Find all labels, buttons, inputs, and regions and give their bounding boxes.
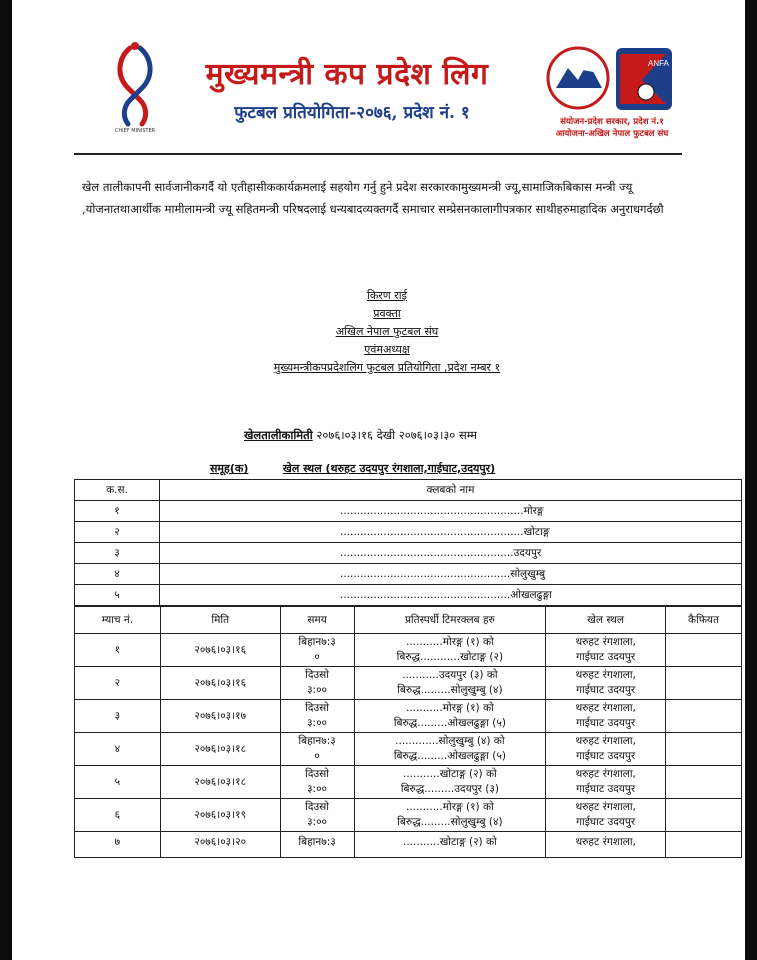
table-row	[75, 522, 742, 543]
match-remark	[666, 799, 742, 832]
clubs-header-row	[75, 480, 742, 501]
match-venue: थरुहट रंगशाला, गाईघाट उदयपुर	[546, 667, 666, 700]
letterhead	[12, 0, 745, 160]
match-date: २०७६।०३।१८	[160, 733, 280, 766]
table-row	[75, 733, 742, 766]
table-row	[75, 766, 742, 799]
match-date: २०७६।०३।१६	[160, 667, 280, 700]
schedule-dates	[244, 428, 477, 443]
signatory-name: किरण राई	[367, 289, 407, 302]
signatory-org: अखिल नेपाल फुटबल संघ	[335, 325, 439, 338]
club-sn: ५	[75, 585, 160, 606]
intro-paragraph: खेल तालीकापनी सार्वजानीकगर्दै यो एतीहासीककार्यक्रमलाई सहयोग गर्नु हुने प्रदेश सरकारकामुख्यमन्त्री ज्यू,सामाजिकबिकास मन्त्री ज्यू ,योजनातथाआर्थीक मामीलामन्त्री ज्यू सहितमन्त्री परिषदलाई धन्यबादव्यक्तगर्दै समाचार सम्प्रेसनकालागीपत्रकार साथीहरुमाहादिक अनुराधगर्दछौ	[82, 180, 664, 216]
club-sn: ४	[75, 564, 160, 585]
match-time: दिउसो ३:००	[280, 766, 354, 799]
match-remark	[666, 733, 742, 766]
signatory-committee: मुख्यमन्त्रीकपप्रदेशलिग फुटबल प्रतियोगिता ,प्रदेश नम्बर १	[273, 361, 501, 374]
group-heading	[210, 461, 495, 476]
match-teams: .............सोलुखुम्बु (४) को बिरुद्ध.........ओखलढुङ्गा (५)	[354, 733, 546, 766]
chief-minister-cup-logo	[100, 36, 170, 136]
match-teams: ...........मोरङ्ग (१) को बिरुद्ध.........सोलुखुम्बु (४)	[354, 799, 546, 832]
match-remark	[666, 832, 742, 858]
clubs-header-name: क्लबको नाम	[160, 480, 742, 501]
match-date: २०७६।०३।१७	[160, 700, 280, 733]
signatory-conj: एवंमअध्यक्ष	[364, 343, 410, 356]
group-name: समूह(क)	[210, 462, 249, 475]
club-name: .......................................................खोटाङ्ग	[160, 522, 742, 543]
match-venue: थरुहट रंगशाला, गाईघाट उदयपुर	[546, 766, 666, 799]
header-teams: प्रतिस्पर्धी टिमरक्लब हरु	[354, 607, 546, 634]
table-row	[75, 543, 742, 564]
match-time: बिहान७:३ ०	[280, 733, 354, 766]
table-row	[75, 667, 742, 700]
header-remarks: कैफियत	[666, 607, 742, 634]
group-venue: खेल स्थल (थरुहट उदयपुर रंगशाला,गाईघाट,उदयपुर)	[282, 462, 496, 475]
club-sn: २	[75, 522, 160, 543]
header-match-no: म्याच नं.	[75, 607, 161, 634]
match-no: ४	[75, 733, 161, 766]
match-venue: थरुहट रंगशाला, गाईघाट उदयपुर	[546, 700, 666, 733]
clubs-header-sn: क.स.	[75, 480, 160, 501]
match-remark	[666, 766, 742, 799]
anfa-text: ANFA	[648, 59, 669, 68]
match-date: २०७६।०३।१९	[160, 799, 280, 832]
header-venue: खेल स्थल	[546, 607, 666, 634]
club-sn: १	[75, 501, 160, 522]
match-remark	[666, 700, 742, 733]
match-time: बिहान७:३	[280, 832, 354, 858]
table-row	[75, 501, 742, 522]
club-sn: ३	[75, 543, 160, 564]
match-remark	[666, 634, 742, 667]
match-no: ५	[75, 766, 161, 799]
table-row	[75, 700, 742, 733]
match-no: ६	[75, 799, 161, 832]
match-remark	[666, 667, 742, 700]
signatory-role: प्रवक्ता	[373, 307, 401, 320]
header-divider	[74, 153, 682, 155]
signature-block	[192, 287, 582, 377]
page-subtitle: फुटबल प्रतियोगिता-२०७६, प्रदेश नं. १	[234, 103, 470, 123]
match-venue: थरुहट रंगशाला,	[546, 832, 666, 858]
match-venue: थरुहट रंगशाला, गाईघाट उदयपुर	[546, 799, 666, 832]
match-time: बिहान७:३ ०	[280, 634, 354, 667]
club-name: ...................................................ओखलढुङ्गा	[160, 585, 742, 606]
header-date: मिति	[160, 607, 280, 634]
match-venue: थरुहट रंगशाला, गाईघाट उदयपुर	[546, 634, 666, 667]
match-no: १	[75, 634, 161, 667]
match-date: २०७६।०३।२०	[160, 832, 280, 858]
match-time: दिउसो ३:००	[280, 700, 354, 733]
match-teams: ...........खोटाङ्ग (२) को	[354, 832, 546, 858]
match-time: दिउसो ३:००	[280, 799, 354, 832]
schedule-label: खेलतालीकामिती	[244, 428, 313, 442]
match-teams: ...........खोटाङ्ग (२) को बिरुद्ध.........उदयपुर (३)	[354, 766, 546, 799]
organizer-info	[532, 116, 692, 140]
match-venue: थरुहट रंगशाला, गाईघाट उदयपुर	[546, 733, 666, 766]
document-page	[12, 0, 745, 960]
match-no: ३	[75, 700, 161, 733]
organizer-line-2: आयोजना-अखिल नेपाल फुटबल संघ	[555, 129, 669, 139]
organizer-line-1: संयोजन-प्रदेश सरकार, प्रदेश नं.१	[560, 117, 664, 127]
schedule-range: २०७६।०३।१६ देखी २०७६।०३।३० सम्म	[316, 428, 478, 442]
match-no: २	[75, 667, 161, 700]
match-time: दिउसो ३:००	[280, 667, 354, 700]
matches-table	[74, 606, 742, 858]
page-title: मुख्यमन्त्री कप प्रदेश लिग	[205, 57, 489, 92]
table-row	[75, 832, 742, 858]
match-no: ७	[75, 832, 161, 858]
club-name: .......................................................मोरङ्ग	[160, 501, 742, 522]
match-teams: ...........उदयपुर (३) को बिरुद्ध.........सोलुखुम्बु (४)	[354, 667, 546, 700]
club-name: ....................................................उदयपुर	[160, 543, 742, 564]
match-date: २०७६।०३।१८	[160, 766, 280, 799]
table-row	[75, 564, 742, 585]
table-row	[75, 799, 742, 832]
anfa-logos	[546, 44, 676, 114]
match-date: २०७६।०३।१६	[160, 634, 280, 667]
matches-header-row	[75, 607, 742, 634]
clubs-table	[74, 479, 742, 606]
table-row	[75, 585, 742, 606]
club-name: ...................................................सोलुखुम्बु	[160, 564, 742, 585]
match-teams: ...........मोरङ्ग (१) को बिरुद्ध............खोटाङ्ग (२)	[354, 634, 546, 667]
logo-caption: CHIEF MINISTER	[114, 128, 156, 134]
header-time: समय	[280, 607, 354, 634]
match-teams: ...........मोरङ्ग (१) को बिरुद्ध.........ओखलढुङ्गा (५)	[354, 700, 546, 733]
table-row	[75, 634, 742, 667]
